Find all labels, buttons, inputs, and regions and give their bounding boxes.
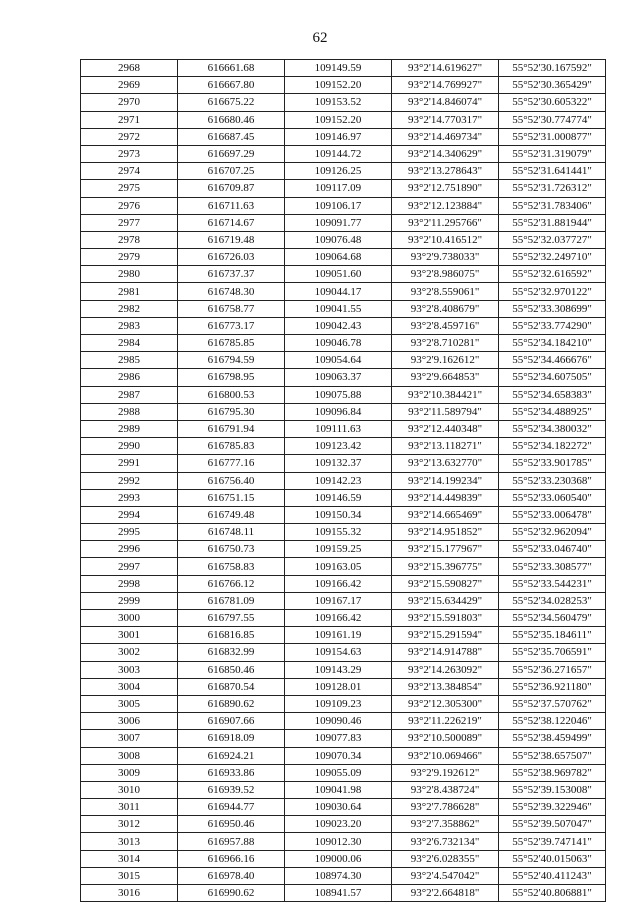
latitude-cell: 55°52'34.182272" <box>499 438 606 455</box>
x-coordinate-cell: 616933.86 <box>178 764 285 781</box>
longitude-cell: 93°2'11.589794" <box>392 403 499 420</box>
table-row <box>81 386 606 403</box>
y-coordinate-cell: 109051.60 <box>285 266 392 283</box>
longitude-cell: 93°2'8.438724" <box>392 781 499 798</box>
point-number-cell: 2974 <box>81 163 178 180</box>
x-coordinate-cell: 616680.46 <box>178 111 285 128</box>
x-coordinate-cell: 616748.30 <box>178 283 285 300</box>
latitude-cell: 55°52'33.006478" <box>499 506 606 523</box>
longitude-cell: 93°2'12.123884" <box>392 197 499 214</box>
latitude-cell: 55°52'33.060540" <box>499 489 606 506</box>
x-coordinate-cell: 616667.80 <box>178 77 285 94</box>
point-number-cell: 2999 <box>81 592 178 609</box>
point-number-cell: 3000 <box>81 610 178 627</box>
point-number-cell: 2970 <box>81 94 178 111</box>
longitude-cell: 93°2'14.263092" <box>392 661 499 678</box>
longitude-cell: 93°2'14.340629" <box>392 145 499 162</box>
x-coordinate-cell: 616777.16 <box>178 455 285 472</box>
longitude-cell: 93°2'8.559061" <box>392 283 499 300</box>
longitude-cell: 93°2'14.769927" <box>392 77 499 94</box>
y-coordinate-cell: 109143.29 <box>285 661 392 678</box>
y-coordinate-cell: 109111.63 <box>285 420 392 437</box>
longitude-cell: 93°2'10.069466" <box>392 747 499 764</box>
table-row <box>81 403 606 420</box>
longitude-cell: 93°2'10.384421" <box>392 386 499 403</box>
latitude-cell: 55°52'40.015063" <box>499 850 606 867</box>
x-coordinate-cell: 616978.40 <box>178 867 285 884</box>
y-coordinate-cell: 109132.37 <box>285 455 392 472</box>
point-number-cell: 3011 <box>81 799 178 816</box>
table-row <box>81 833 606 850</box>
point-number-cell: 2989 <box>81 420 178 437</box>
y-coordinate-cell: 109054.64 <box>285 352 392 369</box>
x-coordinate-cell: 616870.54 <box>178 678 285 695</box>
latitude-cell: 55°52'38.459499" <box>499 730 606 747</box>
x-coordinate-cell: 616794.59 <box>178 352 285 369</box>
x-coordinate-cell: 616939.52 <box>178 781 285 798</box>
x-coordinate-cell: 616661.68 <box>178 60 285 77</box>
latitude-cell: 55°52'30.605322" <box>499 94 606 111</box>
table-row <box>81 231 606 248</box>
longitude-cell: 93°2'14.846074" <box>392 94 499 111</box>
latitude-cell: 55°52'33.230368" <box>499 472 606 489</box>
longitude-cell: 93°2'9.664853" <box>392 369 499 386</box>
x-coordinate-cell: 616957.88 <box>178 833 285 850</box>
x-coordinate-cell: 616890.62 <box>178 695 285 712</box>
latitude-cell: 55°52'33.308699" <box>499 300 606 317</box>
x-coordinate-cell: 616758.83 <box>178 558 285 575</box>
point-number-cell: 2979 <box>81 249 178 266</box>
point-number-cell: 3005 <box>81 695 178 712</box>
point-number-cell: 2976 <box>81 197 178 214</box>
point-number-cell: 3014 <box>81 850 178 867</box>
longitude-cell: 93°2'9.738033" <box>392 249 499 266</box>
point-number-cell: 2996 <box>81 541 178 558</box>
table-row <box>81 249 606 266</box>
y-coordinate-cell: 109041.98 <box>285 781 392 798</box>
latitude-cell: 55°52'37.570762" <box>499 695 606 712</box>
table-row <box>81 283 606 300</box>
table-row <box>81 781 606 798</box>
x-coordinate-cell: 616773.17 <box>178 317 285 334</box>
point-number-cell: 2993 <box>81 489 178 506</box>
longitude-cell: 93°2'8.459716" <box>392 317 499 334</box>
x-coordinate-cell: 616950.46 <box>178 816 285 833</box>
point-number-cell: 3012 <box>81 816 178 833</box>
table-row <box>81 558 606 575</box>
point-number-cell: 2988 <box>81 403 178 420</box>
y-coordinate-cell: 109146.97 <box>285 128 392 145</box>
table-row <box>81 420 606 437</box>
longitude-cell: 93°2'10.416512" <box>392 231 499 248</box>
x-coordinate-cell: 616709.87 <box>178 180 285 197</box>
table-row <box>81 695 606 712</box>
point-number-cell: 3010 <box>81 781 178 798</box>
longitude-cell: 93°2'6.732134" <box>392 833 499 850</box>
x-coordinate-cell: 616707.25 <box>178 163 285 180</box>
x-coordinate-cell: 616785.83 <box>178 438 285 455</box>
y-coordinate-cell: 109163.05 <box>285 558 392 575</box>
y-coordinate-cell: 109109.23 <box>285 695 392 712</box>
latitude-cell: 55°52'31.881944" <box>499 214 606 231</box>
point-number-cell: 3006 <box>81 713 178 730</box>
longitude-cell: 93°2'8.710281" <box>392 335 499 352</box>
y-coordinate-cell: 109144.72 <box>285 145 392 162</box>
table-row <box>81 300 606 317</box>
table-row <box>81 214 606 231</box>
point-number-cell: 2986 <box>81 369 178 386</box>
longitude-cell: 93°2'14.770317" <box>392 111 499 128</box>
point-number-cell: 2972 <box>81 128 178 145</box>
point-number-cell: 2982 <box>81 300 178 317</box>
y-coordinate-cell: 109000.06 <box>285 850 392 867</box>
point-number-cell: 3009 <box>81 764 178 781</box>
x-coordinate-cell: 616907.66 <box>178 713 285 730</box>
x-coordinate-cell: 616990.62 <box>178 885 285 902</box>
x-coordinate-cell: 616924.21 <box>178 747 285 764</box>
latitude-cell: 55°52'34.488925" <box>499 403 606 420</box>
x-coordinate-cell: 616750.73 <box>178 541 285 558</box>
point-number-cell: 3013 <box>81 833 178 850</box>
point-number-cell: 2984 <box>81 335 178 352</box>
longitude-cell: 93°2'8.408679" <box>392 300 499 317</box>
point-number-cell: 2992 <box>81 472 178 489</box>
latitude-cell: 55°52'36.921180" <box>499 678 606 695</box>
y-coordinate-cell: 109142.23 <box>285 472 392 489</box>
longitude-cell: 93°2'13.384854" <box>392 678 499 695</box>
table-row <box>81 180 606 197</box>
x-coordinate-cell: 616714.67 <box>178 214 285 231</box>
latitude-cell: 55°52'33.544231" <box>499 575 606 592</box>
table-row <box>81 438 606 455</box>
point-number-cell: 2975 <box>81 180 178 197</box>
y-coordinate-cell: 109041.55 <box>285 300 392 317</box>
latitude-cell: 55°52'39.747141" <box>499 833 606 850</box>
y-coordinate-cell: 109091.77 <box>285 214 392 231</box>
longitude-cell: 93°2'15.291594" <box>392 627 499 644</box>
table-row <box>81 369 606 386</box>
point-number-cell: 3002 <box>81 644 178 661</box>
longitude-cell: 93°2'12.751890" <box>392 180 499 197</box>
point-number-cell: 2991 <box>81 455 178 472</box>
table-row <box>81 472 606 489</box>
table-row <box>81 197 606 214</box>
y-coordinate-cell: 109063.37 <box>285 369 392 386</box>
latitude-cell: 55°52'33.774290" <box>499 317 606 334</box>
y-coordinate-cell: 109126.25 <box>285 163 392 180</box>
y-coordinate-cell: 109090.46 <box>285 713 392 730</box>
point-number-cell: 3016 <box>81 885 178 902</box>
latitude-cell: 55°52'31.783406" <box>499 197 606 214</box>
point-number-cell: 2971 <box>81 111 178 128</box>
latitude-cell: 55°52'39.507047" <box>499 816 606 833</box>
x-coordinate-cell: 616800.53 <box>178 386 285 403</box>
point-number-cell: 2973 <box>81 145 178 162</box>
x-coordinate-cell: 616850.46 <box>178 661 285 678</box>
latitude-cell: 55°52'34.560479" <box>499 610 606 627</box>
x-coordinate-cell: 616798.95 <box>178 369 285 386</box>
table-row <box>81 661 606 678</box>
point-number-cell: 2995 <box>81 524 178 541</box>
table-row <box>81 627 606 644</box>
longitude-cell: 93°2'8.986075" <box>392 266 499 283</box>
latitude-cell: 55°52'32.970122" <box>499 283 606 300</box>
longitude-cell: 93°2'14.951852" <box>392 524 499 541</box>
y-coordinate-cell: 109077.83 <box>285 730 392 747</box>
table-row <box>81 799 606 816</box>
point-number-cell: 2978 <box>81 231 178 248</box>
x-coordinate-cell: 616719.48 <box>178 231 285 248</box>
latitude-cell: 55°52'36.271657" <box>499 661 606 678</box>
table-row <box>81 506 606 523</box>
y-coordinate-cell: 109155.32 <box>285 524 392 541</box>
y-coordinate-cell: 109152.20 <box>285 111 392 128</box>
table-row <box>81 575 606 592</box>
latitude-cell: 55°52'38.122046" <box>499 713 606 730</box>
x-coordinate-cell: 616711.63 <box>178 197 285 214</box>
longitude-cell: 93°2'7.786628" <box>392 799 499 816</box>
y-coordinate-cell: 109166.42 <box>285 610 392 627</box>
x-coordinate-cell: 616756.40 <box>178 472 285 489</box>
point-number-cell: 3015 <box>81 867 178 884</box>
latitude-cell: 55°52'34.466676" <box>499 352 606 369</box>
latitude-cell: 55°52'33.046740" <box>499 541 606 558</box>
point-number-cell: 2990 <box>81 438 178 455</box>
longitude-cell: 93°2'14.665469" <box>392 506 499 523</box>
longitude-cell: 93°2'13.118271" <box>392 438 499 455</box>
table-row <box>81 145 606 162</box>
x-coordinate-cell: 616766.12 <box>178 575 285 592</box>
table-row <box>81 678 606 695</box>
longitude-cell: 93°2'6.028355" <box>392 850 499 867</box>
longitude-cell: 93°2'12.305300" <box>392 695 499 712</box>
coordinates-table <box>80 59 606 902</box>
y-coordinate-cell: 109096.84 <box>285 403 392 420</box>
latitude-cell: 55°52'33.308577" <box>499 558 606 575</box>
longitude-cell: 93°2'14.469734" <box>392 128 499 145</box>
table-row <box>81 541 606 558</box>
y-coordinate-cell: 109161.19 <box>285 627 392 644</box>
x-coordinate-cell: 616781.09 <box>178 592 285 609</box>
longitude-cell: 93°2'14.619627" <box>392 60 499 77</box>
longitude-cell: 93°2'15.177967" <box>392 541 499 558</box>
latitude-cell: 55°52'38.969782" <box>499 764 606 781</box>
latitude-cell: 55°52'32.616592" <box>499 266 606 283</box>
longitude-cell: 93°2'15.396775" <box>392 558 499 575</box>
y-coordinate-cell: 109159.25 <box>285 541 392 558</box>
longitude-cell: 93°2'15.634429" <box>392 592 499 609</box>
y-coordinate-cell: 109030.64 <box>285 799 392 816</box>
point-number-cell: 2969 <box>81 77 178 94</box>
x-coordinate-cell: 616797.55 <box>178 610 285 627</box>
latitude-cell: 55°52'39.322946" <box>499 799 606 816</box>
table-row <box>81 816 606 833</box>
table-row <box>81 77 606 94</box>
y-coordinate-cell: 109064.68 <box>285 249 392 266</box>
latitude-cell: 55°52'40.806881" <box>499 885 606 902</box>
table-row <box>81 94 606 111</box>
y-coordinate-cell: 109153.52 <box>285 94 392 111</box>
y-coordinate-cell: 109166.42 <box>285 575 392 592</box>
point-number-cell: 2968 <box>81 60 178 77</box>
y-coordinate-cell: 109146.59 <box>285 489 392 506</box>
longitude-cell: 93°2'13.632770" <box>392 455 499 472</box>
longitude-cell: 93°2'14.199234" <box>392 472 499 489</box>
y-coordinate-cell: 109042.43 <box>285 317 392 334</box>
latitude-cell: 55°52'32.962094" <box>499 524 606 541</box>
longitude-cell: 93°2'13.278643" <box>392 163 499 180</box>
table-row <box>81 352 606 369</box>
table-row <box>81 644 606 661</box>
latitude-cell: 55°52'31.726312" <box>499 180 606 197</box>
latitude-cell: 55°52'34.184210" <box>499 335 606 352</box>
table-row <box>81 524 606 541</box>
longitude-cell: 93°2'9.162612" <box>392 352 499 369</box>
x-coordinate-cell: 616816.85 <box>178 627 285 644</box>
longitude-cell: 93°2'15.591803" <box>392 610 499 627</box>
x-coordinate-cell: 616758.77 <box>178 300 285 317</box>
latitude-cell: 55°52'30.365429" <box>499 77 606 94</box>
longitude-cell: 93°2'15.590827" <box>392 575 499 592</box>
y-coordinate-cell: 109154.63 <box>285 644 392 661</box>
y-coordinate-cell: 109055.09 <box>285 764 392 781</box>
latitude-cell: 55°52'31.319079" <box>499 145 606 162</box>
y-coordinate-cell: 109106.17 <box>285 197 392 214</box>
point-number-cell: 2994 <box>81 506 178 523</box>
point-number-cell: 3003 <box>81 661 178 678</box>
y-coordinate-cell: 109123.42 <box>285 438 392 455</box>
latitude-cell: 55°52'34.658383" <box>499 386 606 403</box>
latitude-cell: 55°52'31.000877" <box>499 128 606 145</box>
x-coordinate-cell: 616697.29 <box>178 145 285 162</box>
y-coordinate-cell: 109070.34 <box>285 747 392 764</box>
table-row <box>81 111 606 128</box>
y-coordinate-cell: 109023.20 <box>285 816 392 833</box>
x-coordinate-cell: 616918.09 <box>178 730 285 747</box>
latitude-cell: 55°52'30.167592" <box>499 60 606 77</box>
table-row <box>81 489 606 506</box>
point-number-cell: 3007 <box>81 730 178 747</box>
x-coordinate-cell: 616751.15 <box>178 489 285 506</box>
longitude-cell: 93°2'2.664818" <box>392 885 499 902</box>
table-row <box>81 592 606 609</box>
latitude-cell: 55°52'34.380032" <box>499 420 606 437</box>
latitude-cell: 55°52'39.153008" <box>499 781 606 798</box>
longitude-cell: 93°2'10.500089" <box>392 730 499 747</box>
latitude-cell: 55°52'35.706591" <box>499 644 606 661</box>
y-coordinate-cell: 108974.30 <box>285 867 392 884</box>
point-number-cell: 3004 <box>81 678 178 695</box>
table-row <box>81 335 606 352</box>
point-number-cell: 2985 <box>81 352 178 369</box>
latitude-cell: 55°52'34.607505" <box>499 369 606 386</box>
table-row <box>81 455 606 472</box>
longitude-cell: 93°2'11.295766" <box>392 214 499 231</box>
point-number-cell: 2981 <box>81 283 178 300</box>
x-coordinate-cell: 616675.22 <box>178 94 285 111</box>
y-coordinate-cell: 109128.01 <box>285 678 392 695</box>
y-coordinate-cell: 109044.17 <box>285 283 392 300</box>
latitude-cell: 55°52'35.184611" <box>499 627 606 644</box>
table-row <box>81 730 606 747</box>
latitude-cell: 55°52'31.641441" <box>499 163 606 180</box>
table-row <box>81 60 606 77</box>
latitude-cell: 55°52'34.028253" <box>499 592 606 609</box>
x-coordinate-cell: 616726.03 <box>178 249 285 266</box>
longitude-cell: 93°2'14.449839" <box>392 489 499 506</box>
longitude-cell: 93°2'7.358862" <box>392 816 499 833</box>
longitude-cell: 93°2'4.547042" <box>392 867 499 884</box>
latitude-cell: 55°52'33.901785" <box>499 455 606 472</box>
table-row <box>81 163 606 180</box>
y-coordinate-cell: 109152.20 <box>285 77 392 94</box>
x-coordinate-cell: 616795.30 <box>178 403 285 420</box>
x-coordinate-cell: 616749.48 <box>178 506 285 523</box>
x-coordinate-cell: 616785.85 <box>178 335 285 352</box>
y-coordinate-cell: 109076.48 <box>285 231 392 248</box>
latitude-cell: 55°52'32.249710" <box>499 249 606 266</box>
point-number-cell: 2980 <box>81 266 178 283</box>
y-coordinate-cell: 109046.78 <box>285 335 392 352</box>
table-row <box>81 317 606 334</box>
longitude-cell: 93°2'9.192612" <box>392 764 499 781</box>
coordinates-table-body <box>81 60 606 902</box>
point-number-cell: 2987 <box>81 386 178 403</box>
table-row <box>81 747 606 764</box>
y-coordinate-cell: 109075.88 <box>285 386 392 403</box>
latitude-cell: 55°52'32.037727" <box>499 231 606 248</box>
y-coordinate-cell: 109117.09 <box>285 180 392 197</box>
x-coordinate-cell: 616748.11 <box>178 524 285 541</box>
table-row <box>81 764 606 781</box>
point-number-cell: 2977 <box>81 214 178 231</box>
longitude-cell: 93°2'11.226219" <box>392 713 499 730</box>
page-number: 62 <box>312 30 328 46</box>
y-coordinate-cell: 109012.30 <box>285 833 392 850</box>
point-number-cell: 2997 <box>81 558 178 575</box>
longitude-cell: 93°2'14.914788" <box>392 644 499 661</box>
y-coordinate-cell: 109149.59 <box>285 60 392 77</box>
point-number-cell: 2998 <box>81 575 178 592</box>
table-row <box>81 610 606 627</box>
table-row <box>81 867 606 884</box>
x-coordinate-cell: 616791.94 <box>178 420 285 437</box>
latitude-cell: 55°52'38.657507" <box>499 747 606 764</box>
table-row <box>81 713 606 730</box>
y-coordinate-cell: 109167.17 <box>285 592 392 609</box>
table-row <box>81 885 606 902</box>
x-coordinate-cell: 616832.99 <box>178 644 285 661</box>
table-row <box>81 128 606 145</box>
latitude-cell: 55°52'40.411243" <box>499 867 606 884</box>
x-coordinate-cell: 616737.37 <box>178 266 285 283</box>
table-row <box>81 850 606 867</box>
y-coordinate-cell: 109150.34 <box>285 506 392 523</box>
longitude-cell: 93°2'12.440348" <box>392 420 499 437</box>
x-coordinate-cell: 616966.16 <box>178 850 285 867</box>
table-row <box>81 266 606 283</box>
point-number-cell: 2983 <box>81 317 178 334</box>
point-number-cell: 3008 <box>81 747 178 764</box>
x-coordinate-cell: 616944.77 <box>178 799 285 816</box>
x-coordinate-cell: 616687.45 <box>178 128 285 145</box>
latitude-cell: 55°52'30.774774" <box>499 111 606 128</box>
point-number-cell: 3001 <box>81 627 178 644</box>
y-coordinate-cell: 108941.57 <box>285 885 392 902</box>
